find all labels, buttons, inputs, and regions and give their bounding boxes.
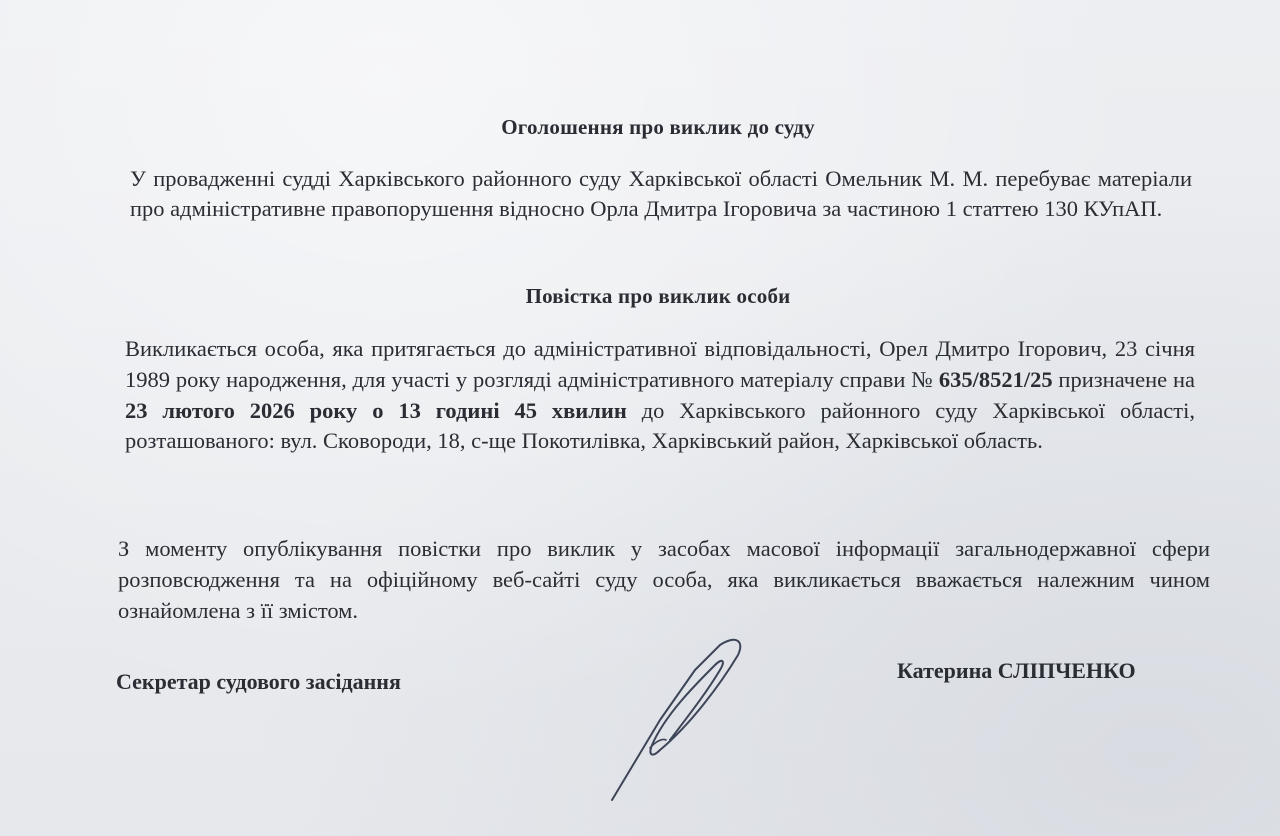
case-number: 635/8521/25 xyxy=(938,366,1053,392)
handwritten-signature xyxy=(600,630,760,810)
signer-role: Секретар судового засідання xyxy=(116,669,401,694)
hearing-datetime: 23 лютого 2026 року о 13 годині 45 хвилин xyxy=(125,397,627,423)
summons-title: Повістка про виклик особи xyxy=(525,284,791,308)
notice-title: Оголошення про виклик до суду xyxy=(501,115,815,139)
summons-paragraph xyxy=(125,334,1195,457)
proceedings-paragraph: У провадженні судді Харківського районного суду Харківської області Омельник М. М. перебуває матеріали про адміністративне правопорушення відносно Орла Дмитра Ігоровича за частиною 1 статтею 130 КУпАП. xyxy=(130,166,1192,221)
summons-text-part1: Викликається особа, яка притягається до адміністративної відповідальності, Орел Дмитро Ігорович, 23 січня 1989 року народження, для участі у розгляді адміністративного матеріалу справи № xyxy=(125,336,1195,392)
summons-text-part3: до Харківського районного суду Харківської області, розташованого: вул. Сковороди, 18, с-ще Покотилівка, Харківський район, Харківської область. xyxy=(125,397,1196,454)
summons-text-part2: призначене на xyxy=(1052,366,1195,392)
publication-notice-paragraph: З моменту опублікування повістки про виклик у засобах масової інформації загальнодержавної сфери розповсюдження та на офіційному веб-сайті суду особа, яка викликається вважається належним чином ознайомлена з її змістом. xyxy=(118,536,1210,623)
signer-name: Катерина СЛІПЧЕНКО xyxy=(897,658,1136,683)
